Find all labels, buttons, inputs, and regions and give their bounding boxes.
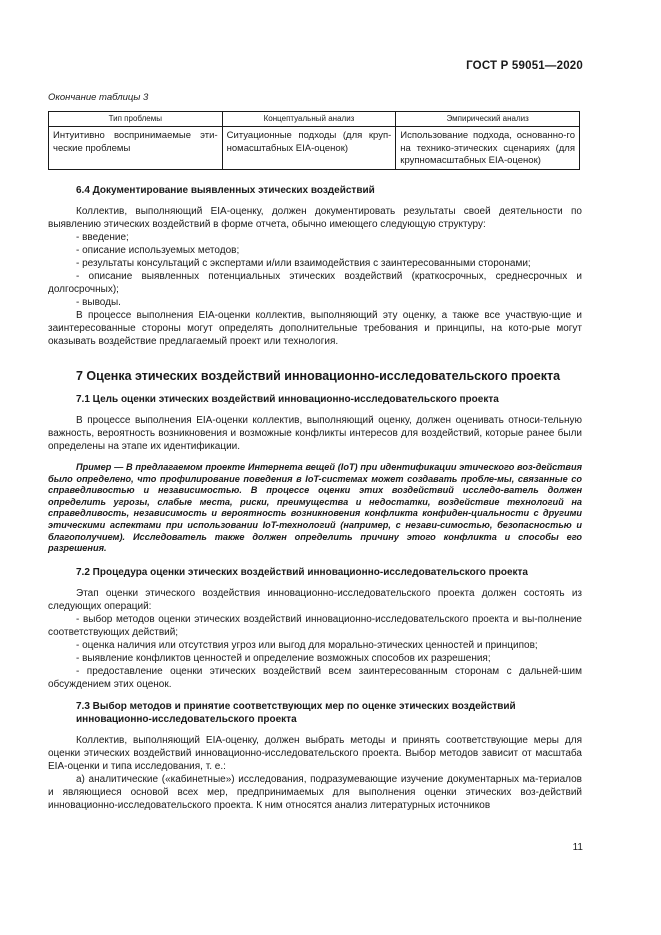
table-cell: Ситуационные подходы (для круп-номасштабных EIA-оценок) — [222, 127, 396, 170]
list-item: - описание используемых методов; — [76, 245, 240, 256]
chapter-heading: 7 Оценка этических воздействий инновационно-исследовательского проекта — [76, 369, 561, 383]
list-item: - выбор методов оценки этических воздействий инновационно-исследовательского проекта и вы-полнение соответствующих действий; — [48, 613, 582, 638]
section-7 — [48, 368, 582, 812]
list-item: - выявление конфликтов ценностей и определение возможных способов их разрешения; — [76, 652, 491, 664]
problems-table — [48, 111, 580, 170]
list-item: - описание выявленных потенциальных этических воздействий (краткосрочных, среднесрочных и долгосрочных); — [48, 271, 582, 295]
standard-header: ГОСТ Р 59051—2020 — [466, 60, 583, 72]
table-cell: Интуитивно воспринимаемые эти-ческие проблемы — [49, 127, 223, 170]
table-header-cell: Эмпирический анализ — [396, 112, 580, 127]
paragraph: В процессе выполнения EIA-оценки коллектив, выполняющий оценку, должен оценивать относи-тельную важность, вероятность возникновения и возможные конфликты интересов для воздействий, которые ранее были определены на этапе их идентификации. — [48, 415, 582, 452]
table-header-cell: Тип проблемы — [49, 112, 223, 127]
list-item: - предоставление оценки этических воздействий всем заинтересованным сторонам с дальней-шим обсуждением этих оценок. — [48, 665, 582, 690]
table-header-cell: Концептуальный анализ — [222, 112, 396, 127]
table-row — [49, 127, 580, 170]
section-heading: 6.4 Документирование выявленных этических воздействий — [76, 185, 375, 196]
page-number: 11 — [572, 842, 583, 853]
list-item: - выводы. — [76, 297, 121, 308]
paragraph: Этап оценки этического воздействия инновационно-исследовательского проекта должен состоять из следующих операций: — [48, 587, 582, 612]
section-heading: 7.3 Выбор методов и принятие соответствующих мер по оценке этических воздействий инновационно-исследовательского проекта — [76, 700, 516, 725]
table-header-row — [49, 112, 580, 127]
paragraph: а) аналитические («кабинетные») исследования, подразумевающие изучение документарных ма-териалов и являющиеся основой всех мер, предпринимаемых для выполнения оценки этических воз-действий инновационно-исследовательского проекта. К ним относятся анализ литературных источников — [48, 773, 582, 811]
paragraph: Коллектив, выполняющий EIA-оценку, должен документировать результаты своей деятельности по выявлению этических воздействий в форме отчета, обычно имеющего следующую структуру: — [48, 206, 582, 230]
example-note: Пример — В предлагаемом проекте Интернета вещей (IoT) при идентификации этического воз-действия было определено, что профилирование поведения в IoT-системах может создавать пробле-мы, связанные со справедливостью и независимостью. В процессе оценки этих воздействий исследо-ватель должен определить угрозы, слабые места, риски, преимущества и недостатки, воздействие технологий на справедливость, независимость и вероятность возникновения конфликта конфиден-циальности с другими этическими аспектами при использовании IoT-технологий (например, с незави-симостью, безопасностью и благополучием). Исследователь также должен определить причину этого конфликта и способы его разрешения. — [48, 462, 582, 554]
section-6-4 — [48, 184, 582, 348]
list-item: - результаты консультаций с экспертами и/или взаимодействия с заинтересованными сторонами; — [76, 258, 531, 269]
list-item: - введение; — [76, 232, 129, 243]
section-heading: 7.2 Процедура оценки этических воздействий инновационно-исследовательского проекта — [76, 566, 528, 578]
paragraph: В процессе выполнения EIA-оценки коллектив, выполняющий эту оценку, а также все участвую-щие и заинтересованные стороны могут определять дополнительные требования и принципы, на кото-рые могут оказывать воздействие предлагаемый проект или технология. — [48, 310, 582, 347]
table-caption: Окончание таблицы 3 — [48, 92, 149, 103]
table-cell: Использование подхода, основанно-го на технико-этических сценариях (для крупномасштабных EIA-оценок) — [396, 127, 580, 170]
section-heading: 7.1 Цель оценки этических воздействий инновационно-исследовательского проекта — [76, 394, 499, 405]
list-item: - оценка наличия или отсутствия угроз или выгод для морально-этических ценностей и принципов; — [76, 639, 538, 651]
paragraph: Коллектив, выполняющий EIA-оценку, должен выбрать методы и принять соответствующие меры для оценки этических воздействий инновационно-исследовательского проекта. Выбор методов зависит от масштаба EIA-оценки и типа исследования, т. е.: — [48, 734, 582, 772]
